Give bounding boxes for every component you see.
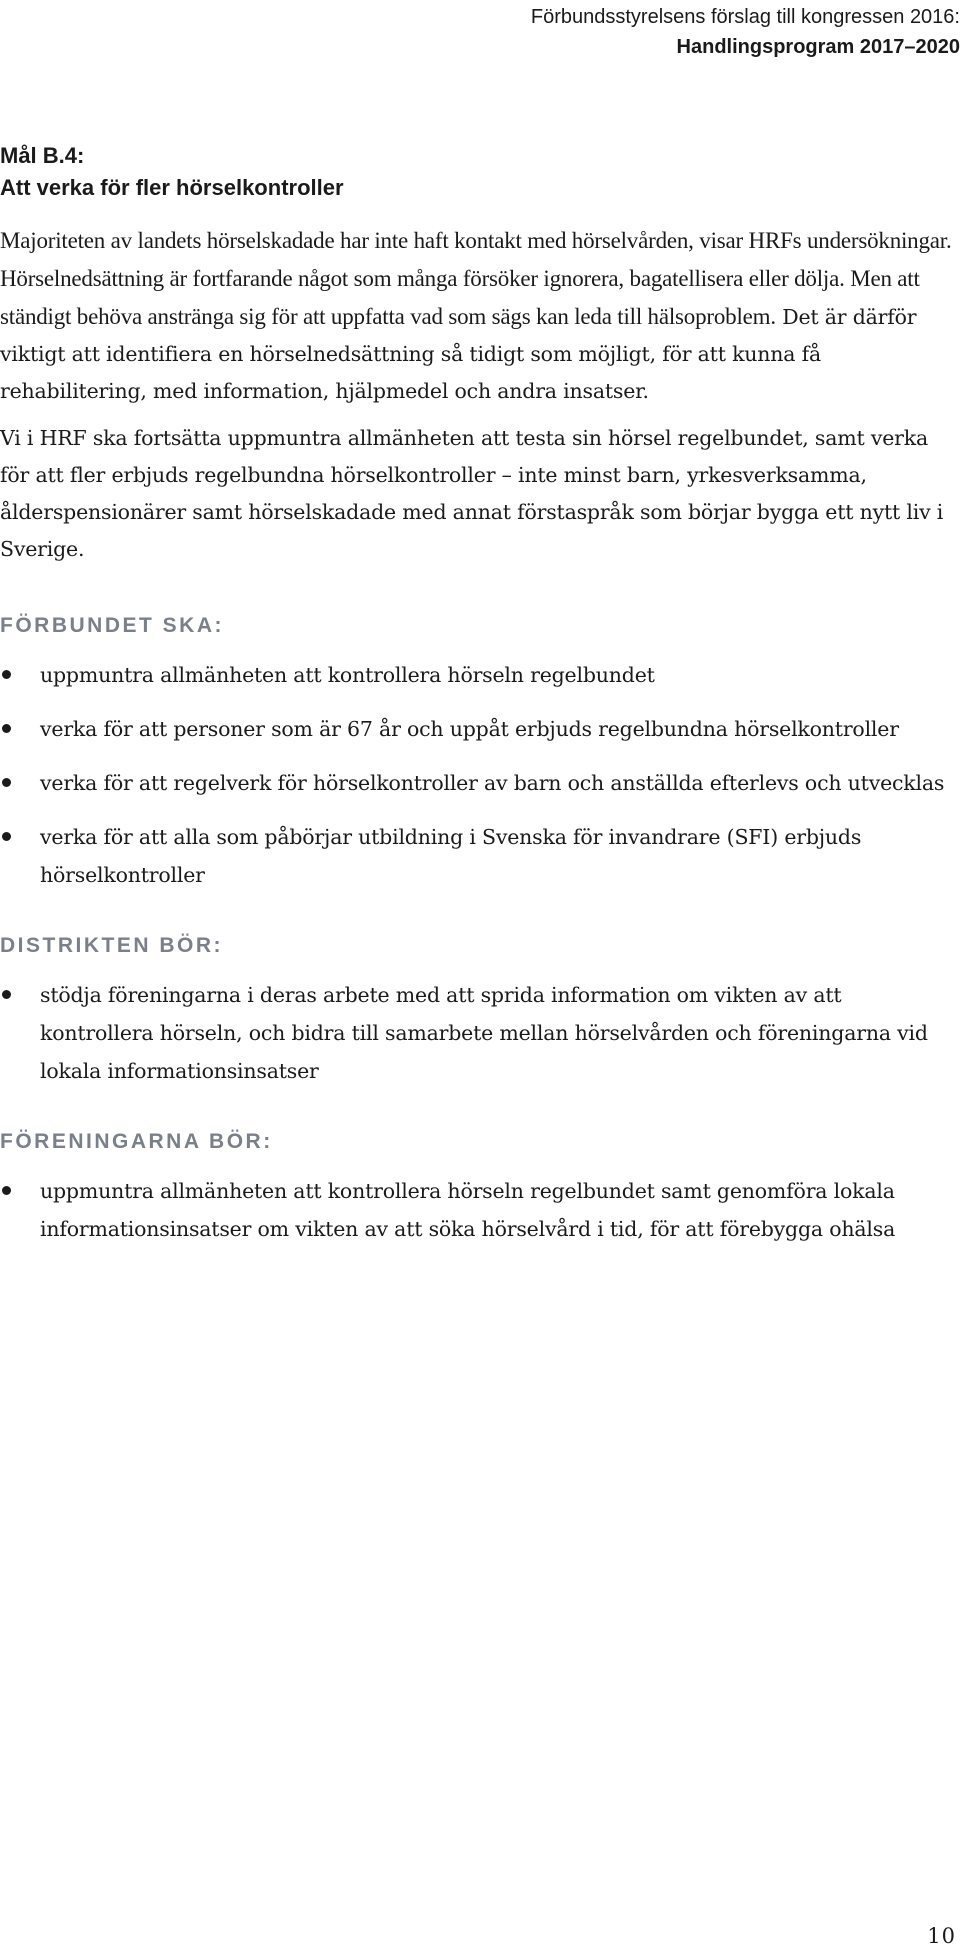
bullet-icon — [2, 832, 11, 841]
list-forbundet — [0, 656, 960, 894]
bullet-icon — [2, 1186, 11, 1195]
bullet-icon — [2, 724, 11, 733]
list-item-text: verka för att personer som är 67 år och uppåt erbjuds regelbundna hörselkontroller — [40, 717, 899, 741]
bullet-icon — [2, 778, 11, 787]
list-distrikten — [0, 976, 960, 1090]
list-item-text: stödja föreningarna i deras arbete med att sprida information om vikten av att kontrollera hörseln, och bidra till samarbete mellan hörselvården och föreningarna vid lokala informationsinsatser — [40, 983, 928, 1083]
goal-title: Att verka för fler hörselkontroller — [0, 175, 344, 200]
bullet-icon — [2, 670, 11, 679]
list-item-text: verka för att alla som påbörjar utbildning i Svenska för invandrare (SFI) erbjuds hörselkontroller — [40, 825, 862, 887]
intro-text: Majoriteten av landets hörselskadade har inte haft kontakt med hörselvården, visar HRFs undersökningar. Hörselnedsättning är fortfarande något som många försöker ignorera, bagatellisera eller dölja. Men att ständigt behöva anstränga sig för att uppfatta vad som sägs kan leda till hälsoproblem. — [0, 228, 952, 329]
section-heading-distrikten: DISTRIKTEN BÖR: — [0, 934, 223, 957]
list-foreningarna — [0, 1172, 960, 1248]
main-content — [0, 140, 960, 1248]
header-line-1: Förbundsstyrelsens förslag till kongressen 2016: — [530, 6, 960, 28]
list-item — [0, 764, 960, 802]
goal-label: Mål B.4: — [0, 143, 85, 168]
header-line-2: Handlingsprogram 2017–2020 — [676, 36, 960, 58]
list-item — [0, 1172, 960, 1248]
second-paragraph: Vi i HRF ska fortsätta uppmuntra allmänheten att testa sin hörsel regelbundet, samt verka för att fler erbjuds regelbundna hörselkontroller – inte minst barn, yrkesverksamma, ålderspensionärer samt hörselskadade med annat förstaspråk som börjar bygga ett nytt liv i Sverige. — [0, 426, 944, 561]
running-header — [531, 2, 960, 62]
list-item — [0, 656, 960, 694]
list-item — [0, 710, 960, 748]
section-heading-foreningarna: FÖRENINGARNA BÖR: — [0, 1130, 273, 1153]
intro-paragraph — [0, 222, 960, 410]
goal-heading — [0, 140, 960, 204]
list-item-text: uppmuntra allmänheten att kontrollera hörseln regelbundet samt genomföra lokala informationsinsatser om vikten av att söka hörselvård i tid, för att förebygga ohälsa — [40, 1179, 896, 1241]
bullet-icon — [2, 990, 11, 999]
list-item-text: verka för att regelverk för hörselkontroller av barn och anställda efterlevs och utvecklas — [40, 771, 945, 795]
section-heading-forbundet: FÖRBUNDET SKA: — [0, 614, 224, 637]
list-item-text: uppmuntra allmänheten att kontrollera hörseln regelbundet — [40, 663, 655, 687]
list-item — [0, 976, 960, 1090]
list-item — [0, 818, 960, 894]
page-number: 10 — [927, 1924, 956, 1948]
intro-continuation: Det är därför viktigt att identifiera en hörselnedsättning så tidigt som möjligt, för att kunna få rehabilitering, med information, hjälpmedel och andra insatser. — [0, 305, 917, 403]
